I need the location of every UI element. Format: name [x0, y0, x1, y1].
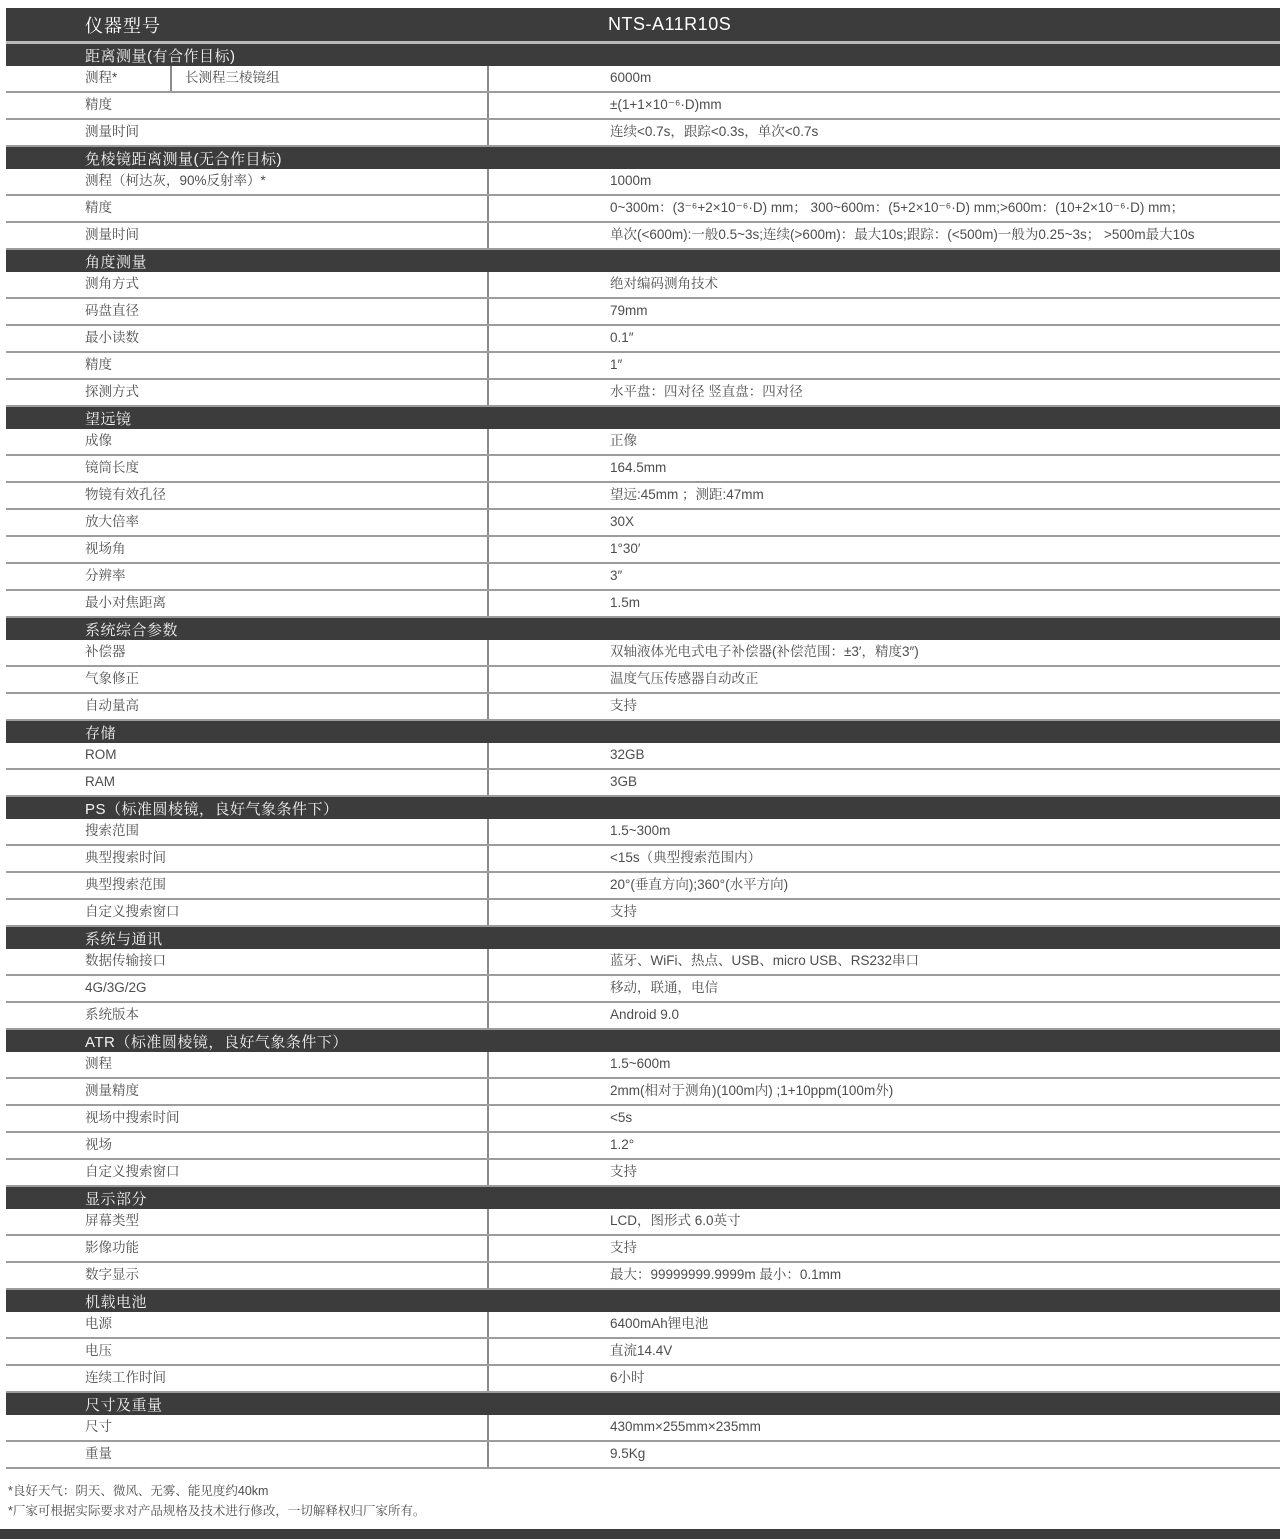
- section-dimensions-weight: [6, 1393, 1280, 1469]
- spec-value: 6000m: [487, 66, 1280, 91]
- spec-value: 支持: [487, 1160, 1280, 1185]
- spec-row: [6, 66, 1280, 93]
- section-header-ps: PS（标准圆棱镜，良好气象条件下）: [6, 797, 1280, 819]
- spec-label: 电源: [85, 1316, 112, 1332]
- footnote-weather: *良好天气：阴天、微风、无雾、能见度约40km: [8, 1484, 269, 1498]
- spec-label: ROM: [85, 747, 117, 763]
- spec-label: 重量: [85, 1446, 112, 1462]
- model-header-row: [6, 8, 1280, 44]
- spec-row: [6, 353, 1280, 380]
- spec-value: 支持: [487, 900, 1280, 925]
- spec-value: 绝对编码测角技术: [487, 272, 1280, 297]
- spec-row: [6, 694, 1280, 721]
- spec-value: <5s: [487, 1106, 1280, 1131]
- spec-row: [6, 429, 1280, 456]
- section-header-system-parameters: 系统综合参数: [6, 618, 1280, 640]
- section-battery: [6, 1290, 1280, 1393]
- spec-value: 3″: [487, 564, 1280, 589]
- spec-label: 最小读数: [85, 330, 139, 346]
- section-distance-reflectorless: [6, 147, 1280, 250]
- section-system-parameters: [6, 618, 1280, 721]
- spec-row: [6, 169, 1280, 196]
- spec-label: 最小对焦距离: [85, 595, 166, 611]
- section-header-storage: 存储: [6, 721, 1280, 743]
- spec-row: [6, 819, 1280, 846]
- spec-label: 测角方式: [85, 276, 139, 292]
- spec-row: [6, 537, 1280, 564]
- spec-label: 测量时间: [85, 227, 139, 243]
- spec-label: 物镜有效孔径: [85, 487, 166, 503]
- section-header-telescope: 望远镜: [6, 407, 1280, 429]
- model-header-value: NTS-A11R10S: [608, 14, 732, 34]
- section-header-system-communication: 系统与通讯: [6, 927, 1280, 949]
- spec-label: 视场角: [85, 541, 126, 557]
- section-header-battery: 机载电池: [6, 1290, 1280, 1312]
- spec-value: 温度气压传感器自动改正: [487, 667, 1280, 692]
- spec-label: 镜筒长度: [85, 460, 139, 476]
- spec-value: 3GB: [487, 770, 1280, 795]
- spec-label: 自定义搜索窗口: [85, 1164, 180, 1180]
- spec-label: 测量时间: [85, 124, 139, 140]
- spec-row: [6, 120, 1280, 147]
- spec-value: ±(1+1×10⁻⁶·D)mm: [487, 93, 1280, 118]
- spec-value: 望远:45mm ；测距:47mm: [487, 483, 1280, 508]
- spec-value: LCD，图形式 6.0英寸: [487, 1209, 1280, 1234]
- spec-row: [6, 326, 1280, 353]
- spec-value: 1.5m: [487, 591, 1280, 616]
- spec-row: [6, 743, 1280, 770]
- spec-row: [6, 1339, 1280, 1366]
- spec-sublabel: 长测程三棱镜组: [170, 66, 487, 91]
- spec-label: 数字显示: [85, 1267, 139, 1283]
- spec-label: 自动量高: [85, 698, 139, 714]
- spec-label: RAM: [85, 774, 115, 790]
- spec-label: 气象修正: [85, 671, 139, 687]
- section-distance-with-prism: [6, 44, 1280, 147]
- section-system-communication: [6, 927, 1280, 1030]
- spec-value: 正像: [487, 429, 1280, 454]
- spec-label: 测程: [85, 1056, 112, 1072]
- spec-value: 20°(垂直方向);360°(水平方向): [487, 873, 1280, 898]
- spec-label: 影像功能: [85, 1240, 139, 1256]
- spec-row: [6, 1442, 1280, 1469]
- spec-row: [6, 1079, 1280, 1106]
- spec-row: [6, 1263, 1280, 1290]
- spec-label: 自定义搜索窗口: [85, 904, 180, 920]
- spec-label: 电压: [85, 1343, 112, 1359]
- spec-value: 水平盘：四对径 竖直盘：四对径: [487, 380, 1280, 405]
- spec-label: 典型搜索范围: [85, 877, 166, 893]
- section-storage: [6, 721, 1280, 797]
- spec-value: 1000m: [487, 169, 1280, 194]
- spec-row: [6, 272, 1280, 299]
- spec-label: 补偿器: [85, 644, 126, 660]
- spec-row: [6, 223, 1280, 250]
- spec-label: 测量精度: [85, 1083, 139, 1099]
- spec-row: [6, 770, 1280, 797]
- spec-row: [6, 483, 1280, 510]
- spec-label: 放大倍率: [85, 514, 139, 530]
- spec-label: 成像: [85, 433, 112, 449]
- spec-row: [6, 1160, 1280, 1187]
- spec-row: [6, 93, 1280, 120]
- spec-value: 2mm(相对于测角)(100m内) ;1+10ppm(100m外): [487, 1079, 1280, 1104]
- spec-value: 6400mAh锂电池: [487, 1312, 1280, 1337]
- spec-label: 视场中搜索时间: [85, 1110, 180, 1126]
- spec-label: 精度: [85, 97, 112, 113]
- spec-row: [6, 1133, 1280, 1160]
- spec-label: 测程（柯达灰，90%反射率）*: [85, 173, 266, 189]
- spec-value: 1.5~600m: [487, 1052, 1280, 1077]
- spec-value: 79mm: [487, 299, 1280, 324]
- spec-label: 测程*: [85, 70, 118, 86]
- spec-value: 430mm×255mm×235mm: [487, 1415, 1280, 1440]
- spec-label: 典型搜索时间: [85, 850, 166, 866]
- spec-value: 1.5~300m: [487, 819, 1280, 844]
- spec-label: 精度: [85, 200, 112, 216]
- spec-row: [6, 1312, 1280, 1339]
- spec-value: 9.5Kg: [487, 1442, 1280, 1467]
- spec-label: 码盘直径: [85, 303, 139, 319]
- spec-row: [6, 846, 1280, 873]
- spec-value: 1°30′: [487, 537, 1280, 562]
- spec-value: 0~300m：(3⁻⁶+2×10⁻⁶·D) mm； 300~600m：(5+2×10⁻⁶·D) mm;>600m：(10+2×10⁻⁶·D) mm；: [487, 196, 1280, 221]
- spec-row: [6, 591, 1280, 618]
- spec-row: [6, 1052, 1280, 1079]
- spec-label: 4G/3G/2G: [85, 980, 147, 996]
- spec-row: [6, 949, 1280, 976]
- spec-label: 数据传输接口: [85, 953, 166, 969]
- spec-row: [6, 196, 1280, 223]
- section-angle-measurement: [6, 250, 1280, 407]
- spec-label: 系统版本: [85, 1007, 139, 1023]
- section-header-angle-measurement: 角度测量: [6, 250, 1280, 272]
- spec-value: 6小时: [487, 1366, 1280, 1391]
- spec-row: [6, 1209, 1280, 1236]
- spec-value: 1.2°: [487, 1133, 1280, 1158]
- section-telescope: [6, 407, 1280, 618]
- spec-value: 32GB: [487, 743, 1280, 768]
- section-atr: [6, 1030, 1280, 1187]
- spec-row: [6, 1106, 1280, 1133]
- spec-value: 单次(<600m):一般0.5~3s;连续(>600m)：最大10s;跟踪：(<500m)一般为0.25~3s； >500m最大10s: [487, 223, 1280, 248]
- spec-value: 连续<0.7s，跟踪<0.3s，单次<0.7s: [487, 120, 1280, 145]
- spec-row: [6, 510, 1280, 537]
- spec-row: [6, 976, 1280, 1003]
- spec-value: 移动，联通，电信: [487, 976, 1280, 1001]
- spec-row: [6, 667, 1280, 694]
- spec-label: 尺寸: [85, 1419, 112, 1435]
- spec-label: 屏幕类型: [85, 1213, 139, 1229]
- spec-row: [6, 1415, 1280, 1442]
- spec-label: 探测方式: [85, 384, 139, 400]
- spec-label: 连续工作时间: [85, 1370, 166, 1386]
- bottom-bar: [0, 1529, 1280, 1539]
- spec-label: 搜索范围: [85, 823, 139, 839]
- spec-row: [6, 1366, 1280, 1393]
- spec-value: Android 9.0: [487, 1003, 1280, 1028]
- spec-value: 最大：99999999.9999m 最小：0.1mm: [487, 1263, 1280, 1288]
- section-header-display: 显示部分: [6, 1187, 1280, 1209]
- spec-row: [6, 640, 1280, 667]
- spec-row: [6, 873, 1280, 900]
- spec-row: [6, 564, 1280, 591]
- spec-label: 精度: [85, 357, 112, 373]
- spec-value: 164.5mm: [487, 456, 1280, 481]
- section-header-distance-reflectorless: 免棱镜距离测量(无合作目标): [6, 147, 1280, 169]
- spec-value: 蓝牙、WiFi、热点、USB、micro USB、RS232串口: [487, 949, 1280, 974]
- section-header-distance-with-prism: 距离测量(有合作目标): [6, 44, 1280, 66]
- spec-row: [6, 380, 1280, 407]
- section-display: [6, 1187, 1280, 1290]
- spec-row: [6, 900, 1280, 927]
- spec-value: 0.1″: [487, 326, 1280, 351]
- footnote-disclaimer: *厂家可根据实际要求对产品规格及技术进行修改，一切解释权归厂家所有。: [8, 1504, 426, 1518]
- spec-value: 直流14.4V: [487, 1339, 1280, 1364]
- spec-value: 30X: [487, 510, 1280, 535]
- spec-value: 双轴液体光电式电子补偿器(补偿范围：±3′，精度3″): [487, 640, 1280, 665]
- spec-value: 1″: [487, 353, 1280, 378]
- spec-value: 支持: [487, 1236, 1280, 1261]
- section-ps: [6, 797, 1280, 927]
- spec-row: [6, 1236, 1280, 1263]
- spec-row: [6, 1003, 1280, 1030]
- spec-label: 分辨率: [85, 568, 126, 584]
- section-header-dimensions-weight: 尺寸及重量: [6, 1393, 1280, 1415]
- spec-label: 视场: [85, 1137, 112, 1153]
- footnotes: [6, 1469, 1280, 1521]
- section-header-atr: ATR（标准圆棱镜，良好气象条件下）: [6, 1030, 1280, 1052]
- model-header-label: 仪器型号: [85, 15, 161, 36]
- spec-row: [6, 299, 1280, 326]
- spec-value: 支持: [487, 694, 1280, 719]
- spec-value: <15s（典型搜索范围内）: [487, 846, 1280, 871]
- spec-row: [6, 456, 1280, 483]
